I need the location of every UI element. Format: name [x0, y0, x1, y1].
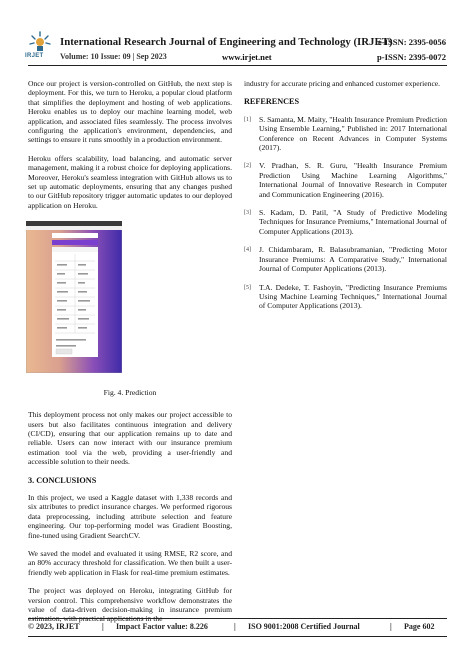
reference-item — [244, 208, 447, 236]
footer-copyright: © 2023, IRJET — [28, 622, 80, 631]
figure-caption: Fig. 4. Prediction — [103, 387, 157, 397]
prediction-figure — [26, 221, 122, 373]
e-issn: e-ISSN: 2395-0056 — [377, 37, 446, 47]
reference-item — [244, 115, 447, 153]
header-rule — [28, 65, 447, 66]
reference-text: S. Samanta, M. Maity, "Health Insurance Premium Prediction Using Ensemble Learning," Published in: 2017 International Conference on Recent Advances in Computer Systems (2017). — [259, 114, 447, 153]
left-column — [28, 79, 232, 633]
paragraph-heroku-features: Heroku offers scalability, load balancing, and automatic server management, making it a robust choice for deploying applications. Moreover, Heroku's seamless integration with GitHub allows us to set up automatic deployments, ensuring that any changes pushed to our GitHub repository trigger automatic updates to our deployed application on Heroku. — [28, 153, 232, 210]
footer-impact-factor: Impact Factor value: 8.226 — [116, 622, 208, 631]
footer-bottom-rule — [28, 636, 447, 637]
paragraph-cicd: This deployment process not only makes our project accessible to users but also facilitates continuous integration and delivery (CI/CD), ensuring that our application remains up to date and reliable. Users can now interact with our insurance premium estimation tool via the web, providing a user-friendly and accessible solution to their needs. — [28, 410, 232, 467]
reference-item — [244, 245, 447, 273]
footer-divider: | — [234, 622, 236, 631]
paragraph-conclusion-2: We saved the model and evaluated it using RMSE, R2 score, and an 80% accuracy threshold for classification. We then built a user-friendly web application in Flask for real-time premium estimates. — [28, 548, 232, 577]
right-column — [244, 79, 447, 320]
footer-divider: | — [102, 622, 104, 631]
reference-text: J. Chidambaram, R. Balasubramanian, "Predicting Motor Insurance Premiums: A Comparative Study," International Journal of Computer Applications (2013). — [259, 245, 447, 274]
reference-number: [1] — [244, 116, 251, 123]
reference-text: S. Kadam, D. Patil, "A Study of Predictive Modeling Techniques for Insurance Premiums," International Journal of Computer Applications (2013). — [259, 208, 447, 236]
paragraph-conclusion-3: The project was deployed on Heroku, integrating GitHub for version control. This comprehensive workflow demonstrates the value of data-driven decision-making in insurance premium estimation, with practical applications in the — [28, 586, 232, 624]
footer-divider: | — [390, 622, 392, 631]
footer-iso: ISO 9001:2008 Certified Journal — [248, 622, 360, 631]
conclusions-heading: 3. CONCLUSIONS — [28, 475, 97, 485]
volume-issue: Volume: 10 Issue: 09 | Sep 2023 — [60, 52, 167, 61]
paragraph-conclusion-1: In this project, we used a Kaggle dataset with 1,338 records and six attributes to predict insurance charges. We performed rigorous data preprocessing, including attribute selection and feature engineering. Our top-performing model was Gradient Boosting, fine-tuned using Gradient SearchCV. — [28, 492, 232, 540]
page-footer — [28, 619, 447, 637]
journal-header — [0, 0, 474, 66]
footer-page-number: Page 602 — [404, 622, 435, 631]
reference-item — [244, 283, 447, 311]
logo-text: IRJET — [25, 53, 44, 59]
reference-number: [5] — [244, 284, 251, 291]
reference-item — [244, 161, 447, 199]
irjet-logo-icon — [29, 31, 51, 53]
reference-list — [244, 115, 447, 311]
reference-text: V. Pradhan, S. R. Guru, "Health Insurance Premium Prediction Using Machine Learning Algorithms," International Journal of Innovative Research in Computer and Communication Engineering (2016). — [259, 161, 447, 199]
references-heading: REFERENCES — [244, 97, 300, 107]
reference-number: [4] — [244, 247, 251, 254]
journal-title: International Research Journal of Engineering and Technology (IRJET) — [60, 36, 393, 48]
paragraph-continued: industry for accurate pricing and enhanced customer experience. — [244, 79, 441, 88]
paragraph-github-heroku: Once our project is version-controlled on GitHub, the next step is deployment. For this, we turn to Heroku, a popular cloud platform that simplifies the deployment and hosting of web applications. Heroku enables us to deploy our machine learning model, web application, and associated files seamlessly. The process involves configuring the application's environment, dependencies, and settings to ensure it runs smoothly in a production environment. — [28, 79, 232, 145]
reference-number: [3] — [244, 210, 251, 217]
p-issn: p-ISSN: 2395-0072 — [377, 52, 446, 62]
journal-website: www.irjet.net — [222, 52, 272, 62]
reference-number: [2] — [244, 163, 251, 170]
reference-text: T.A. Dedeke, T. Fashoyin, "Predicting Insurance Premiums Using Machine Learning Techniques," International Journal of Computer Applications (2013). — [259, 282, 447, 311]
